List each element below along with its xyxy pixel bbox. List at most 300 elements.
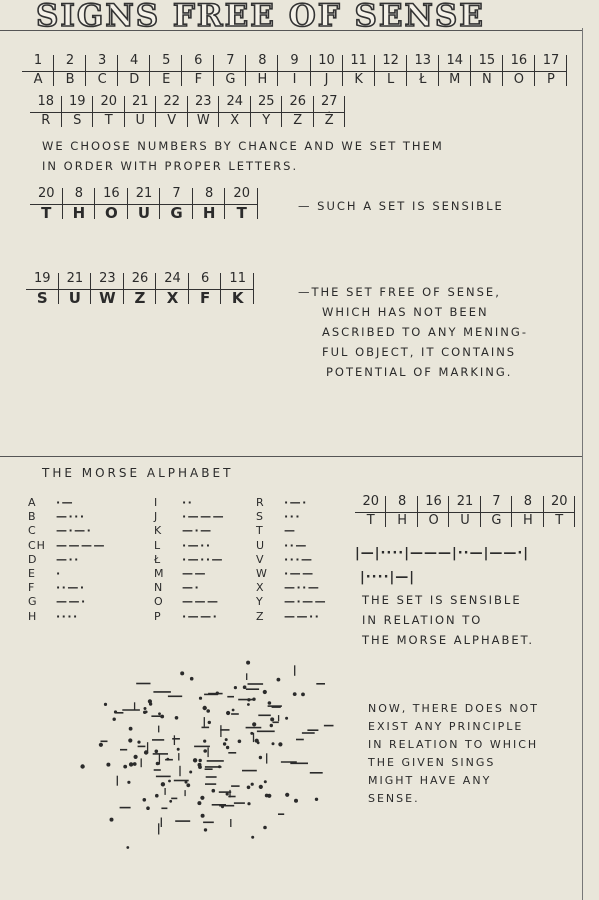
cell-letter: S <box>36 289 48 307</box>
alphabet_row1-cell <box>375 52 407 90</box>
page-title: SIGNS FREE OF SENSE <box>36 0 485 34</box>
cell-number: 20 <box>38 186 55 201</box>
morse-letter: P <box>154 609 162 623</box>
scatter-dot <box>278 742 282 746</box>
thought_set-cell <box>95 185 128 223</box>
scatter-dot <box>238 740 242 744</box>
scatter-dot <box>301 693 305 697</box>
alphabet_row1-cell <box>246 52 278 90</box>
scatter-dot <box>99 743 103 747</box>
morse-letter: W <box>256 567 268 581</box>
morse-entry <box>28 510 106 524</box>
thought_set-cell <box>30 185 63 223</box>
cell-letter: U <box>137 204 151 222</box>
cell-letter: H <box>257 72 268 87</box>
morse-letter: A <box>28 496 37 509</box>
nonsense_set-cell <box>221 270 254 308</box>
nonsense_set-cell <box>26 270 59 308</box>
morse-entry <box>154 553 225 567</box>
scatter-dot <box>133 762 137 766</box>
cell-number: 20 <box>100 94 118 109</box>
morse-entry <box>256 595 327 609</box>
morse-letter: G <box>28 595 38 609</box>
morse-entry <box>256 510 327 524</box>
scatter-dot <box>272 742 275 745</box>
alphabet_row1-cell <box>503 52 535 90</box>
scatter-dot <box>169 800 172 803</box>
thought-set <box>30 185 258 223</box>
scatter-dot <box>285 793 289 797</box>
morse-entry <box>256 567 327 581</box>
morse-letter: T <box>256 524 264 538</box>
alphabet_row2-cell <box>251 93 283 131</box>
morse-letter: J <box>154 510 159 524</box>
scatter-dot <box>270 724 273 727</box>
thought_set_2-cell <box>512 493 543 531</box>
alphabet_row2-cell <box>188 93 220 131</box>
morse-letter: M <box>154 567 165 581</box>
cell-letter: K <box>354 72 363 87</box>
cell-number: 21 <box>131 94 149 109</box>
scatter-dot <box>250 732 253 735</box>
morse-code-line-1: |—|····|———|··—|——·| <box>355 546 530 561</box>
scatter-dot <box>149 702 152 705</box>
alphabet_row1-cell <box>343 52 375 90</box>
morse-code: ··· <box>284 510 302 524</box>
cell-letter: T <box>366 513 375 528</box>
morse-code: ·—··— <box>182 552 225 566</box>
alphabet_row1-cell <box>54 52 86 90</box>
alphabet_row1-cell <box>118 52 150 90</box>
cell-letter: S <box>73 113 82 128</box>
scatter-dot <box>113 718 116 721</box>
cell-number: 12 <box>382 53 399 68</box>
morse-entry <box>154 539 225 553</box>
cell-letter: J <box>324 72 329 87</box>
separator-tick <box>257 188 258 219</box>
scatter-dot <box>199 697 202 700</box>
morse-letter: K <box>154 524 163 538</box>
morse-code: ·—— <box>284 567 315 581</box>
nonsense_set-cell <box>59 270 92 308</box>
cell-number: 20 <box>233 186 250 201</box>
scatter-dot <box>123 765 127 769</box>
morse-letter: D <box>28 552 38 566</box>
scatter-dot <box>198 765 202 769</box>
nonsense_set-cell <box>156 270 189 308</box>
alphabet_row1-cell <box>439 52 471 90</box>
cell-letter: U <box>135 113 145 128</box>
scatter-dot <box>243 685 247 689</box>
cell-number: 25 <box>257 94 275 109</box>
cell-letter: E <box>162 72 171 87</box>
morse-code-line-2: |····|—| <box>360 570 415 585</box>
cell-letter: R <box>41 113 51 128</box>
morse-code: ——· <box>56 595 87 609</box>
thought-set-2 <box>355 493 575 531</box>
cell-number: 13 <box>414 53 431 68</box>
scatter-dot <box>263 690 267 694</box>
cell-number: 20 <box>362 494 379 509</box>
cell-number: 11 <box>229 271 246 286</box>
cell-number: 14 <box>446 53 464 68</box>
cell-letter: F <box>194 72 203 87</box>
scatter-dot <box>144 750 148 754</box>
cell-number: 21 <box>135 186 153 201</box>
alphabet_row2-cell <box>219 93 251 131</box>
cell-number: 16 <box>510 53 528 68</box>
cell-number: 8 <box>204 186 214 201</box>
cell-letter: W <box>99 289 116 307</box>
morse-column-3 <box>256 496 327 624</box>
scatter-dot <box>104 703 107 706</box>
morse-column-2 <box>154 496 225 624</box>
morse-code: —·— <box>182 524 213 538</box>
morse-letter: V <box>256 552 265 566</box>
morse-code: —·—— <box>284 595 328 609</box>
scatter-dot <box>128 738 132 742</box>
alphabet_row1-cell <box>22 52 54 90</box>
scatter-dot <box>193 758 197 762</box>
scatter-dot <box>143 798 147 802</box>
intro-note: WE CHOOSE NUMBERS BY CHANCE AND WE SET THEM IN ORDER WITH PROPER LETTERS. <box>42 139 444 173</box>
separator-tick <box>253 273 254 304</box>
thought_set_2-cell <box>418 493 449 531</box>
cell-number: 8 <box>523 494 532 509</box>
morse-code: —··— <box>284 581 321 595</box>
cell-number: 26 <box>289 94 307 109</box>
separator-tick <box>574 496 575 527</box>
nonsense_set-cell <box>124 270 157 308</box>
scatter-dot <box>251 836 254 839</box>
scatter-dot <box>226 746 229 749</box>
cell-number: 26 <box>131 271 149 286</box>
separator-tick <box>344 96 345 127</box>
cell-number: 5 <box>162 53 171 68</box>
scatter-dot <box>265 794 269 798</box>
scatter-dot <box>155 794 159 798</box>
morse-code: — <box>284 524 297 538</box>
cell-number: 7 <box>172 186 181 201</box>
morse-code: ———— <box>56 538 106 552</box>
thought_set_2-cell <box>481 493 512 531</box>
alphabet_row1-cell <box>278 52 310 90</box>
morse-entry <box>28 524 106 538</box>
scatter-dot <box>200 796 204 800</box>
cell-letter: G <box>491 513 502 528</box>
scatter-dot <box>114 710 117 713</box>
scatter-dot <box>232 709 235 712</box>
scatter-dot <box>247 703 250 706</box>
morse-entry <box>154 595 225 609</box>
morse-entry <box>256 610 327 624</box>
scatter-dot <box>223 742 226 745</box>
scatter-dot <box>203 749 207 753</box>
scatter-dot <box>208 721 211 724</box>
scatter-dot <box>189 771 192 774</box>
cell-letter: Z <box>134 289 146 307</box>
morse-code: ·· <box>182 496 194 509</box>
cell-number: 11 <box>350 53 367 68</box>
thought_set-cell <box>63 185 96 223</box>
scatter-dot <box>251 783 254 786</box>
cell-letter: F <box>200 289 211 307</box>
scatter-dot <box>203 740 206 743</box>
morse-entry <box>154 524 225 538</box>
nonsense_set-cell <box>189 270 222 308</box>
cell-number: 8 <box>397 494 407 509</box>
morse-letter: N <box>154 581 164 595</box>
morse-letter: I <box>154 496 159 509</box>
alphabet_row2-cell <box>125 93 157 131</box>
morse-title: THE MORSE ALPHABET <box>42 466 234 480</box>
scatter-dot <box>155 750 159 754</box>
cell-letter: Ł <box>419 72 427 87</box>
cell-number: 8 <box>74 186 83 201</box>
morse-code: ···· <box>56 609 79 623</box>
alphabet_row1-cell <box>86 52 118 90</box>
morse-letter: Z <box>256 609 265 623</box>
scatter-dot <box>80 764 84 768</box>
scatter-dot <box>199 759 202 762</box>
scatter-dot <box>129 762 133 766</box>
morse-code: ·——· <box>182 609 219 623</box>
morse-letter: X <box>256 581 265 595</box>
cell-letter: X <box>166 289 179 307</box>
cell-number: 4 <box>130 53 139 68</box>
scatter-dot <box>190 677 194 681</box>
morse-code: ···— <box>284 552 314 566</box>
morse-code: · <box>56 567 62 581</box>
cell-letter: A <box>33 72 43 87</box>
scatter-dot <box>315 798 318 801</box>
cell-number: 21 <box>456 494 474 509</box>
nonsense-note: —THE SET FREE OF SENSE, WHICH HAS NOT BEEN ASCRIBED TO ANY MENING- FUL OBJECT, IT CONTAINS POTENTIAL OF MARKING. <box>298 285 528 379</box>
morse-code: ·—· <box>284 496 308 509</box>
scatter-dot <box>212 789 216 793</box>
cell-number: 3 <box>97 53 107 68</box>
cell-letter: T <box>41 204 52 222</box>
cell-number: 20 <box>551 494 568 509</box>
morse-letter: Ł <box>154 552 162 566</box>
nonsense_set-cell <box>91 270 124 308</box>
morse-entry <box>28 496 106 510</box>
scatter-dot <box>197 801 201 805</box>
cell-letter: P <box>547 72 555 87</box>
cell-letter: K <box>231 289 244 307</box>
cell-number: 15 <box>478 53 496 68</box>
morse-code: ·—·· <box>182 538 212 552</box>
morse-letter: E <box>28 567 36 581</box>
morse-code: ——·· <box>284 609 321 623</box>
cell-letter: G <box>225 72 236 87</box>
thought_set-cell <box>128 185 161 223</box>
cell-letter: T <box>555 513 564 528</box>
cell-number: 6 <box>200 271 210 286</box>
alphabet_row1-cell <box>407 52 439 90</box>
alphabet_row1-cell <box>150 52 182 90</box>
thought_set-cell <box>193 185 226 223</box>
cell-letter: N <box>481 72 492 87</box>
morse-code: ——— <box>182 595 220 609</box>
cell-letter: G <box>170 204 183 222</box>
scatter-dot <box>110 818 114 822</box>
scatter-dot <box>206 709 210 713</box>
cell-number: 23 <box>194 94 212 109</box>
morse-code: ·——— <box>182 510 226 524</box>
cell-letter: O <box>105 204 118 222</box>
alphabet_row1-cell <box>182 52 214 90</box>
morse-code: ··— <box>284 538 308 552</box>
cell-number: 10 <box>318 53 335 68</box>
cell-letter: Ż <box>324 113 334 128</box>
scatter-dot <box>247 802 250 805</box>
morse-entry <box>28 553 106 567</box>
scatter-dot <box>293 692 297 696</box>
cell-letter: W <box>196 113 210 128</box>
cell-letter: I <box>292 72 297 87</box>
cell-letter: B <box>65 72 75 87</box>
alphabet_row2-cell <box>62 93 94 131</box>
scatter-dot <box>277 678 281 682</box>
morse-entry <box>154 567 225 581</box>
scatter-dot <box>268 701 272 705</box>
cell-number: 27 <box>320 94 338 109</box>
page-margin-line <box>582 28 583 900</box>
alphabet_row2-cell <box>156 93 188 131</box>
scatter-dot <box>255 739 259 743</box>
title-divider <box>0 30 583 31</box>
separator-tick <box>566 55 567 86</box>
morse-letter: F <box>28 581 36 595</box>
cell-letter: Y <box>262 113 271 128</box>
scatter-dot <box>175 716 179 720</box>
alphabet_row2-cell <box>30 93 62 131</box>
thought_set_2-cell <box>355 493 386 531</box>
cell-number: 17 <box>542 53 560 68</box>
cell-letter: T <box>104 113 113 128</box>
morse-entry <box>154 610 225 624</box>
morse-entry <box>28 610 106 624</box>
morse-letter: B <box>28 510 37 524</box>
cell-number: 16 <box>103 186 120 201</box>
cell-number: 18 <box>37 94 55 109</box>
scatter-dot <box>221 805 224 808</box>
morse-entry <box>28 581 106 595</box>
morse-code: —·· <box>56 552 80 566</box>
scatter-dot <box>186 783 190 787</box>
morse-code: —— <box>182 567 207 581</box>
morse-entry <box>154 581 225 595</box>
morse-entry <box>28 539 106 553</box>
cell-number: 24 <box>226 94 244 109</box>
scatter-dot <box>225 738 228 741</box>
thought-note: — SUCH A SET IS SENSIBLE <box>298 199 504 213</box>
morse-entry <box>28 595 106 609</box>
scatter-dot <box>270 717 274 721</box>
scatter-dot <box>137 741 140 744</box>
morse-entry <box>256 524 327 538</box>
thought_set_2-cell <box>544 493 575 531</box>
alphabet_row2-cell <box>282 93 314 131</box>
scatter-dot <box>145 711 148 714</box>
thought_set-cell <box>160 185 193 223</box>
morse-letter: Y <box>256 595 264 609</box>
thought_set_2-cell <box>449 493 480 531</box>
scatter-dot <box>134 755 138 759</box>
alphabet_row1-cell <box>214 52 246 90</box>
scatter-dot <box>161 782 165 786</box>
morse-note: THE SET IS SENSIBLE IN RELATION TO THE MORSE ALPHABET. <box>362 593 534 647</box>
scatter-dot <box>144 707 147 710</box>
cell-number: 22 <box>163 94 181 109</box>
morse-letter: R <box>256 496 265 509</box>
scatter-dot <box>158 712 161 715</box>
scatter-dot <box>127 781 130 784</box>
morse-entry <box>256 539 327 553</box>
morse-entry <box>154 510 225 524</box>
morse-letter: U <box>256 538 266 552</box>
scatter-dot <box>259 756 262 759</box>
scatter-dot <box>201 814 205 818</box>
cell-letter: Z <box>293 113 303 128</box>
scatter-dot <box>247 786 251 790</box>
thought_set_2-cell <box>386 493 417 531</box>
morse-letter: O <box>154 595 164 609</box>
scatter-dot <box>294 799 298 803</box>
morse-letter: H <box>28 609 38 623</box>
scatter-dot <box>126 846 129 849</box>
morse-code: ··—· <box>56 581 86 595</box>
final-note: NOW, THERE DOES NOT EXIST ANY PRINCIPLE IN RELATION TO WHICH THE GIVEN SINGS MIGHT HAVE ANY SENSE. <box>368 702 539 805</box>
scatter-dot <box>252 722 256 726</box>
alphabet_row2-cell <box>93 93 125 131</box>
morse-code: ·— <box>56 496 75 509</box>
scatter-dot <box>263 826 267 830</box>
scatter-dot <box>226 711 230 715</box>
scattered-morse-signs <box>60 648 360 863</box>
section-divider <box>0 456 583 457</box>
cell-letter: U <box>68 289 81 307</box>
cell-letter: U <box>460 513 470 528</box>
morse-column-1 <box>28 496 106 624</box>
morse-letter: C <box>28 524 37 538</box>
cell-letter: M <box>449 72 461 87</box>
cell-number: 2 <box>65 53 75 68</box>
scatter-dot <box>204 828 207 831</box>
cell-letter: D <box>129 72 140 87</box>
scatter-dot <box>177 748 180 751</box>
alphabet_row1-cell <box>535 52 567 90</box>
alphabet-row-1 <box>22 52 567 90</box>
cell-letter: H <box>397 513 408 528</box>
scatter-dot <box>166 758 169 761</box>
thought_set-cell <box>225 185 258 223</box>
cell-letter: V <box>167 113 177 128</box>
cell-letter: H <box>202 204 216 222</box>
cell-number: 21 <box>66 271 84 286</box>
morse-entry <box>256 581 327 595</box>
cell-letter: T <box>236 204 247 222</box>
alphabet_row1-cell <box>311 52 343 90</box>
cell-number: 19 <box>68 94 86 109</box>
alphabet_row1-cell <box>471 52 503 90</box>
morse-entry <box>154 496 225 510</box>
cell-number: 7 <box>492 494 501 509</box>
morse-letter: L <box>154 538 162 552</box>
cell-letter: L <box>387 72 395 87</box>
cell-number: 7 <box>226 53 235 68</box>
